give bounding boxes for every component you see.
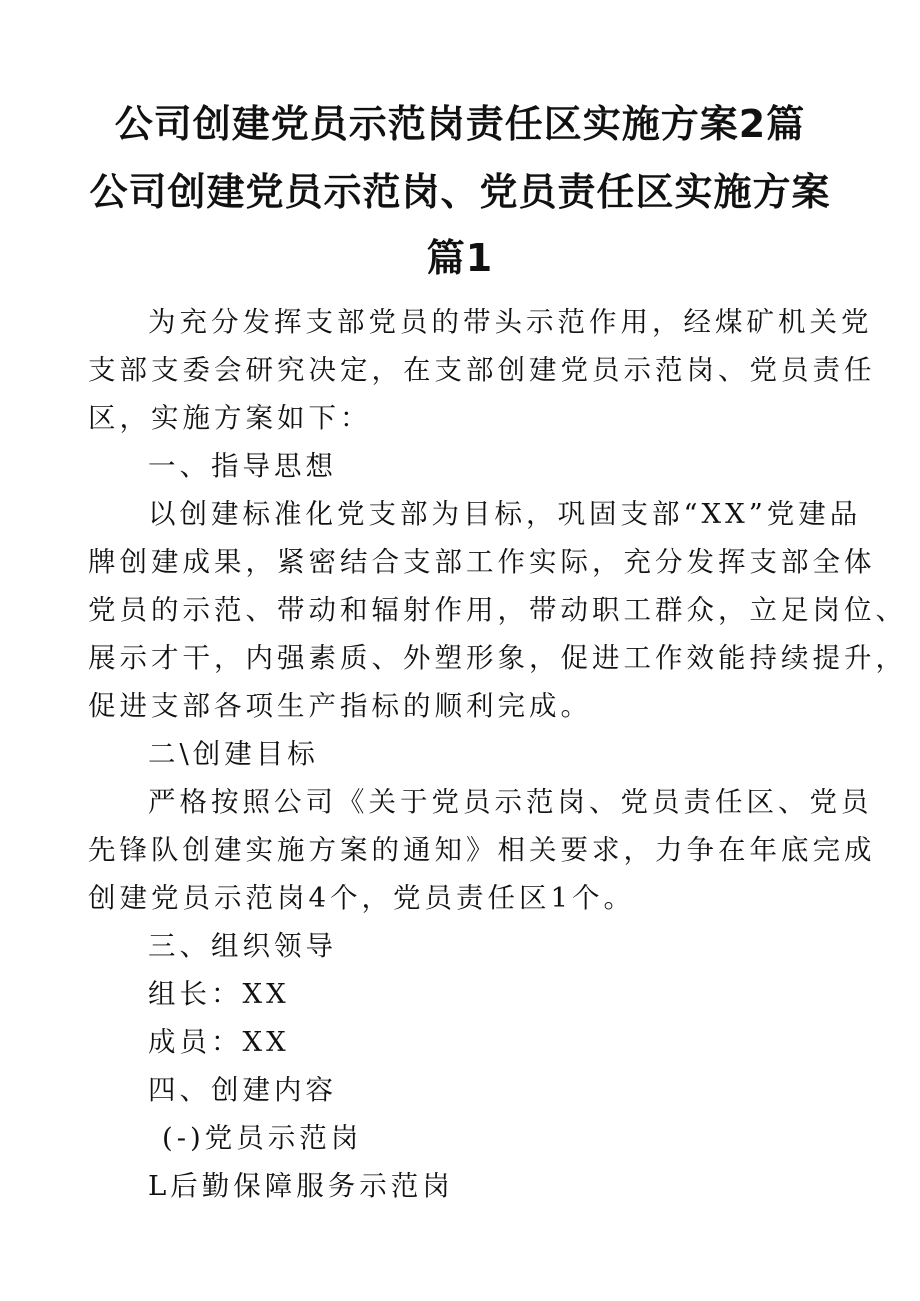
heading-text: 三、组织领导	[148, 930, 337, 962]
heading-text: 四、创建内容	[148, 1074, 337, 1106]
subsection-heading	[88, 1114, 848, 1162]
text-line: 以创建标准化党支部为目标，巩固支部“XX”党建品	[148, 498, 862, 530]
document-subtitle: 公司创建党员示范岗、党员责任区实施方案	[89, 170, 831, 214]
section-heading-goals	[88, 730, 848, 778]
subsection-text: (-)党员示范岗	[162, 1122, 363, 1154]
list-item	[88, 1162, 848, 1210]
members-line	[88, 1018, 848, 1066]
text-line: 牌创建成果，紧密结合支部工作实际，充分发挥支部全体	[88, 546, 876, 578]
section-heading-guiding-ideology	[88, 442, 848, 490]
text-line: 严格按照公司《关于党员示范岗、党员责任区、党员	[148, 786, 873, 818]
members-text: 成员：XX	[148, 1026, 290, 1058]
text-line: 区，实施方案如下：	[88, 402, 372, 434]
list-item-text: L后勤保障服务示范岗	[148, 1170, 454, 1202]
section-heading-leadership	[88, 922, 848, 970]
goals-paragraph	[88, 778, 876, 922]
leader-line	[88, 970, 848, 1018]
text-line: 创建党员示范岗4个，党员责任区1个。	[88, 882, 635, 914]
part-label: 篇1	[426, 236, 494, 280]
document-title: 公司创建党员示范岗责任区实施方案2篇	[114, 102, 806, 146]
text-line: 支部支委会研究决定，在支部创建党员示范岗、党员责任	[88, 354, 876, 386]
text-line: 为充分发挥支部党员的带头示范作用，经煤矿机关党	[148, 306, 873, 338]
intro-paragraph	[88, 298, 876, 442]
heading-text: 一、指导思想	[148, 450, 337, 482]
text-line: 先锋队创建实施方案的通知》相关要求，力争在年底完成	[88, 834, 876, 866]
leader-text: 组长：XX	[148, 978, 290, 1010]
text-line: 党员的示范、带动和辐射作用，带动职工群众，立足岗位、	[88, 594, 907, 626]
guiding-ideology-paragraph	[88, 490, 907, 730]
text-line: 展示才干，内强素质、外塑形象，促进工作效能持续提升，	[88, 642, 907, 674]
section-heading-content	[88, 1066, 848, 1114]
text-line: 促进支部各项生产指标的顺利完成。	[88, 690, 592, 722]
heading-text: 二\创建目标	[148, 738, 319, 770]
